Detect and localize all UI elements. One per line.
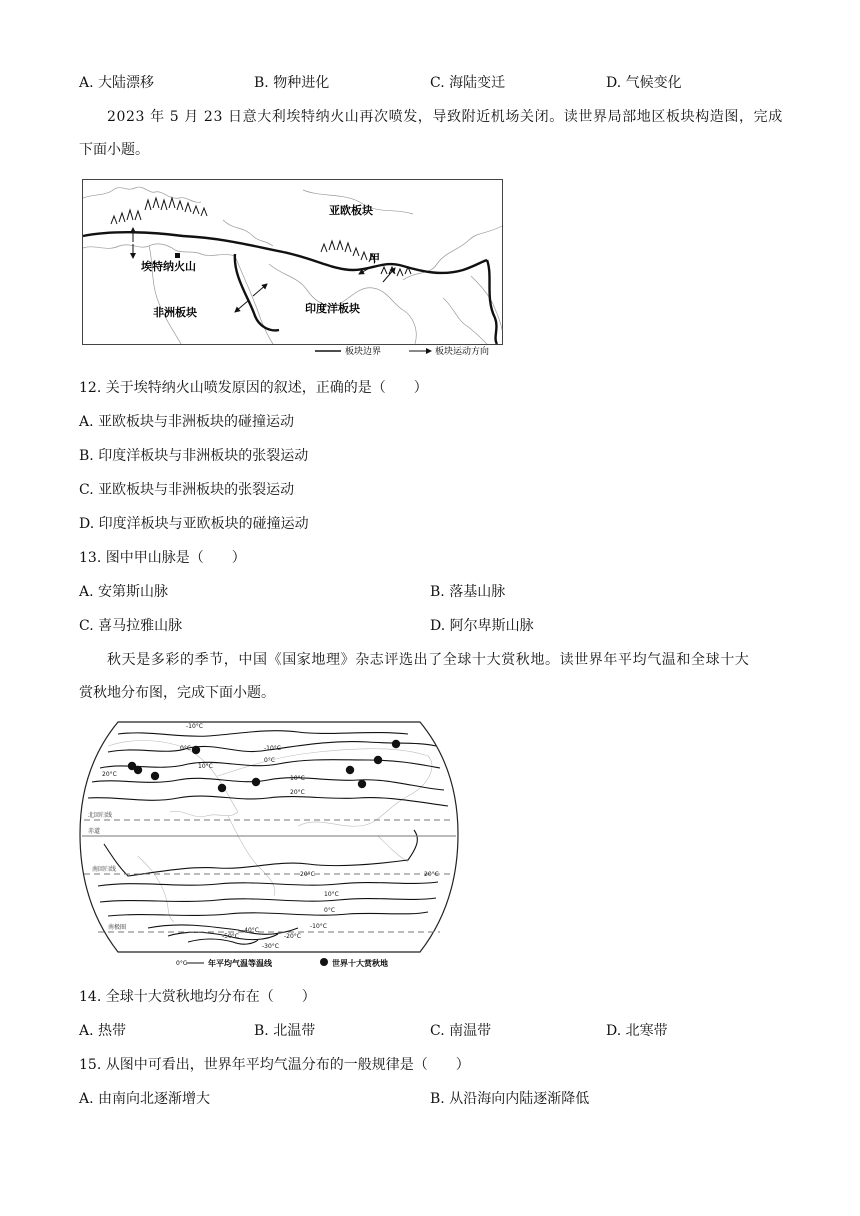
iso-label: 20°C (102, 771, 117, 778)
iso-label: -40°C (242, 927, 259, 934)
q12-option-a: A. 亚欧板块与非洲板块的碰撞运动 (79, 414, 295, 430)
iso-label: 10°C (198, 763, 213, 770)
q13-option-a: A. 安第斯山脉 (79, 584, 169, 600)
label-equator: 赤道 (88, 828, 101, 835)
iso-label: -10°C (186, 723, 203, 730)
iso-label: -10°C (264, 745, 281, 752)
autumn-spot (392, 740, 400, 748)
q14-stem: 14. 全球十大赏秋地均分布在（ ） (79, 989, 316, 1005)
passage2-line2: 赏秋地分布图，完成下面小题。 (79, 685, 275, 701)
q13-option-c: C. 喜马拉雅山脉 (79, 618, 183, 634)
q11-option-b: B. 物种进化 (254, 75, 330, 91)
q14-option-b: B. 北温带 (254, 1023, 316, 1039)
passage2-line1: 秋天是多彩的季节，中国《国家地理》杂志评选出了全球十大赏秋地。读世界年平均气温和全球十大 (107, 652, 750, 668)
plate-map (82, 179, 503, 357)
autumn-spot (358, 780, 366, 788)
autumn-spot (346, 766, 354, 774)
label-tropic-s: 南回归线 (92, 866, 117, 873)
passage1-line2: 下面小题。 (79, 142, 149, 158)
iso-label: 20°C (290, 789, 305, 796)
q12-option-d: D. 印度洋板块与亚欧板块的碰撞运动 (79, 516, 309, 532)
isotherm-map-svg (78, 716, 460, 972)
q11-option-c: C. 海陆变迁 (430, 75, 506, 91)
q12-option-c: C. 亚欧板块与非洲板块的张裂运动 (79, 482, 295, 498)
iso-label: -20°C (284, 933, 301, 940)
label-jia: 甲 (369, 252, 380, 265)
legend-motion: 板块运动方向 (435, 347, 490, 357)
legend-spot-icon (320, 958, 328, 966)
autumn-spot (374, 756, 382, 764)
q15-stem: 15. 从图中可看出，世界年平均气温分布的一般规律是（ ） (79, 1057, 470, 1073)
iso-label: 0°C (264, 757, 276, 764)
autumn-spot (134, 766, 142, 774)
legend-isotherm: 年平均气温等温线 (208, 959, 272, 968)
iso-label: -10°C (310, 923, 327, 930)
etna-marker (175, 253, 180, 258)
legend-autumn-spot: 世界十大赏秋地 (332, 959, 388, 968)
autumn-spot (218, 784, 226, 792)
q13-stem: 13. 图中甲山脉是（ ） (79, 550, 246, 566)
isotherm-map (78, 716, 460, 972)
passage1-line1: 2023 年 5 月 23 日意大利埃特纳火山再次喷发，导致附近机场关闭。读世界局部地区板块构造图，完成 (107, 109, 783, 125)
iso-label: 20°C (300, 871, 315, 878)
q15-option-b: B. 从沿海向内陆逐渐降低 (430, 1091, 590, 1107)
iso-label: 10°C (324, 891, 339, 898)
label-african-plate: 非洲板块 (153, 306, 197, 319)
q11-option-a: A. 大陆漂移 (79, 75, 155, 91)
iso-label: -50°C (222, 933, 239, 940)
iso-label: 0°C (180, 745, 192, 752)
q14-option-c: C. 南温带 (430, 1023, 492, 1039)
q13-option-b: B. 落基山脉 (430, 584, 506, 600)
legend-boundary: 板块边界 (345, 347, 382, 357)
label-tropic-n: 北回归线 (88, 812, 113, 819)
autumn-spot (252, 778, 260, 786)
legend-iso-sample: 0°C (176, 960, 188, 967)
q14-option-d: D. 北寒带 (606, 1023, 668, 1039)
autumn-spot (151, 772, 159, 780)
label-etna: 埃特纳火山 (141, 260, 196, 273)
q12-stem: 12. 关于埃特纳火山喷发原因的叙述，正确的是（ ） (79, 380, 428, 396)
q11-option-d: D. 气候变化 (606, 75, 682, 91)
iso-label: -30°C (262, 943, 279, 950)
label-eurasian-plate: 亚欧板块 (329, 204, 373, 217)
label-indian-plate: 印度洋板块 (305, 302, 360, 315)
autumn-spot (192, 746, 200, 754)
iso-label: 10°C (290, 775, 305, 782)
q13-option-d: D. 阿尔卑斯山脉 (430, 618, 534, 634)
plate-map-svg (83, 180, 502, 357)
q15-option-a: A. 由南向北逐渐增大 (79, 1091, 211, 1107)
q14-option-a: A. 热带 (79, 1023, 127, 1039)
q12-option-b: B. 印度洋板块与非洲板块的张裂运动 (79, 448, 309, 464)
iso-label: 20°C (424, 871, 439, 878)
iso-label: 0°C (324, 907, 336, 914)
label-antarctic: 南极圈 (108, 924, 127, 931)
